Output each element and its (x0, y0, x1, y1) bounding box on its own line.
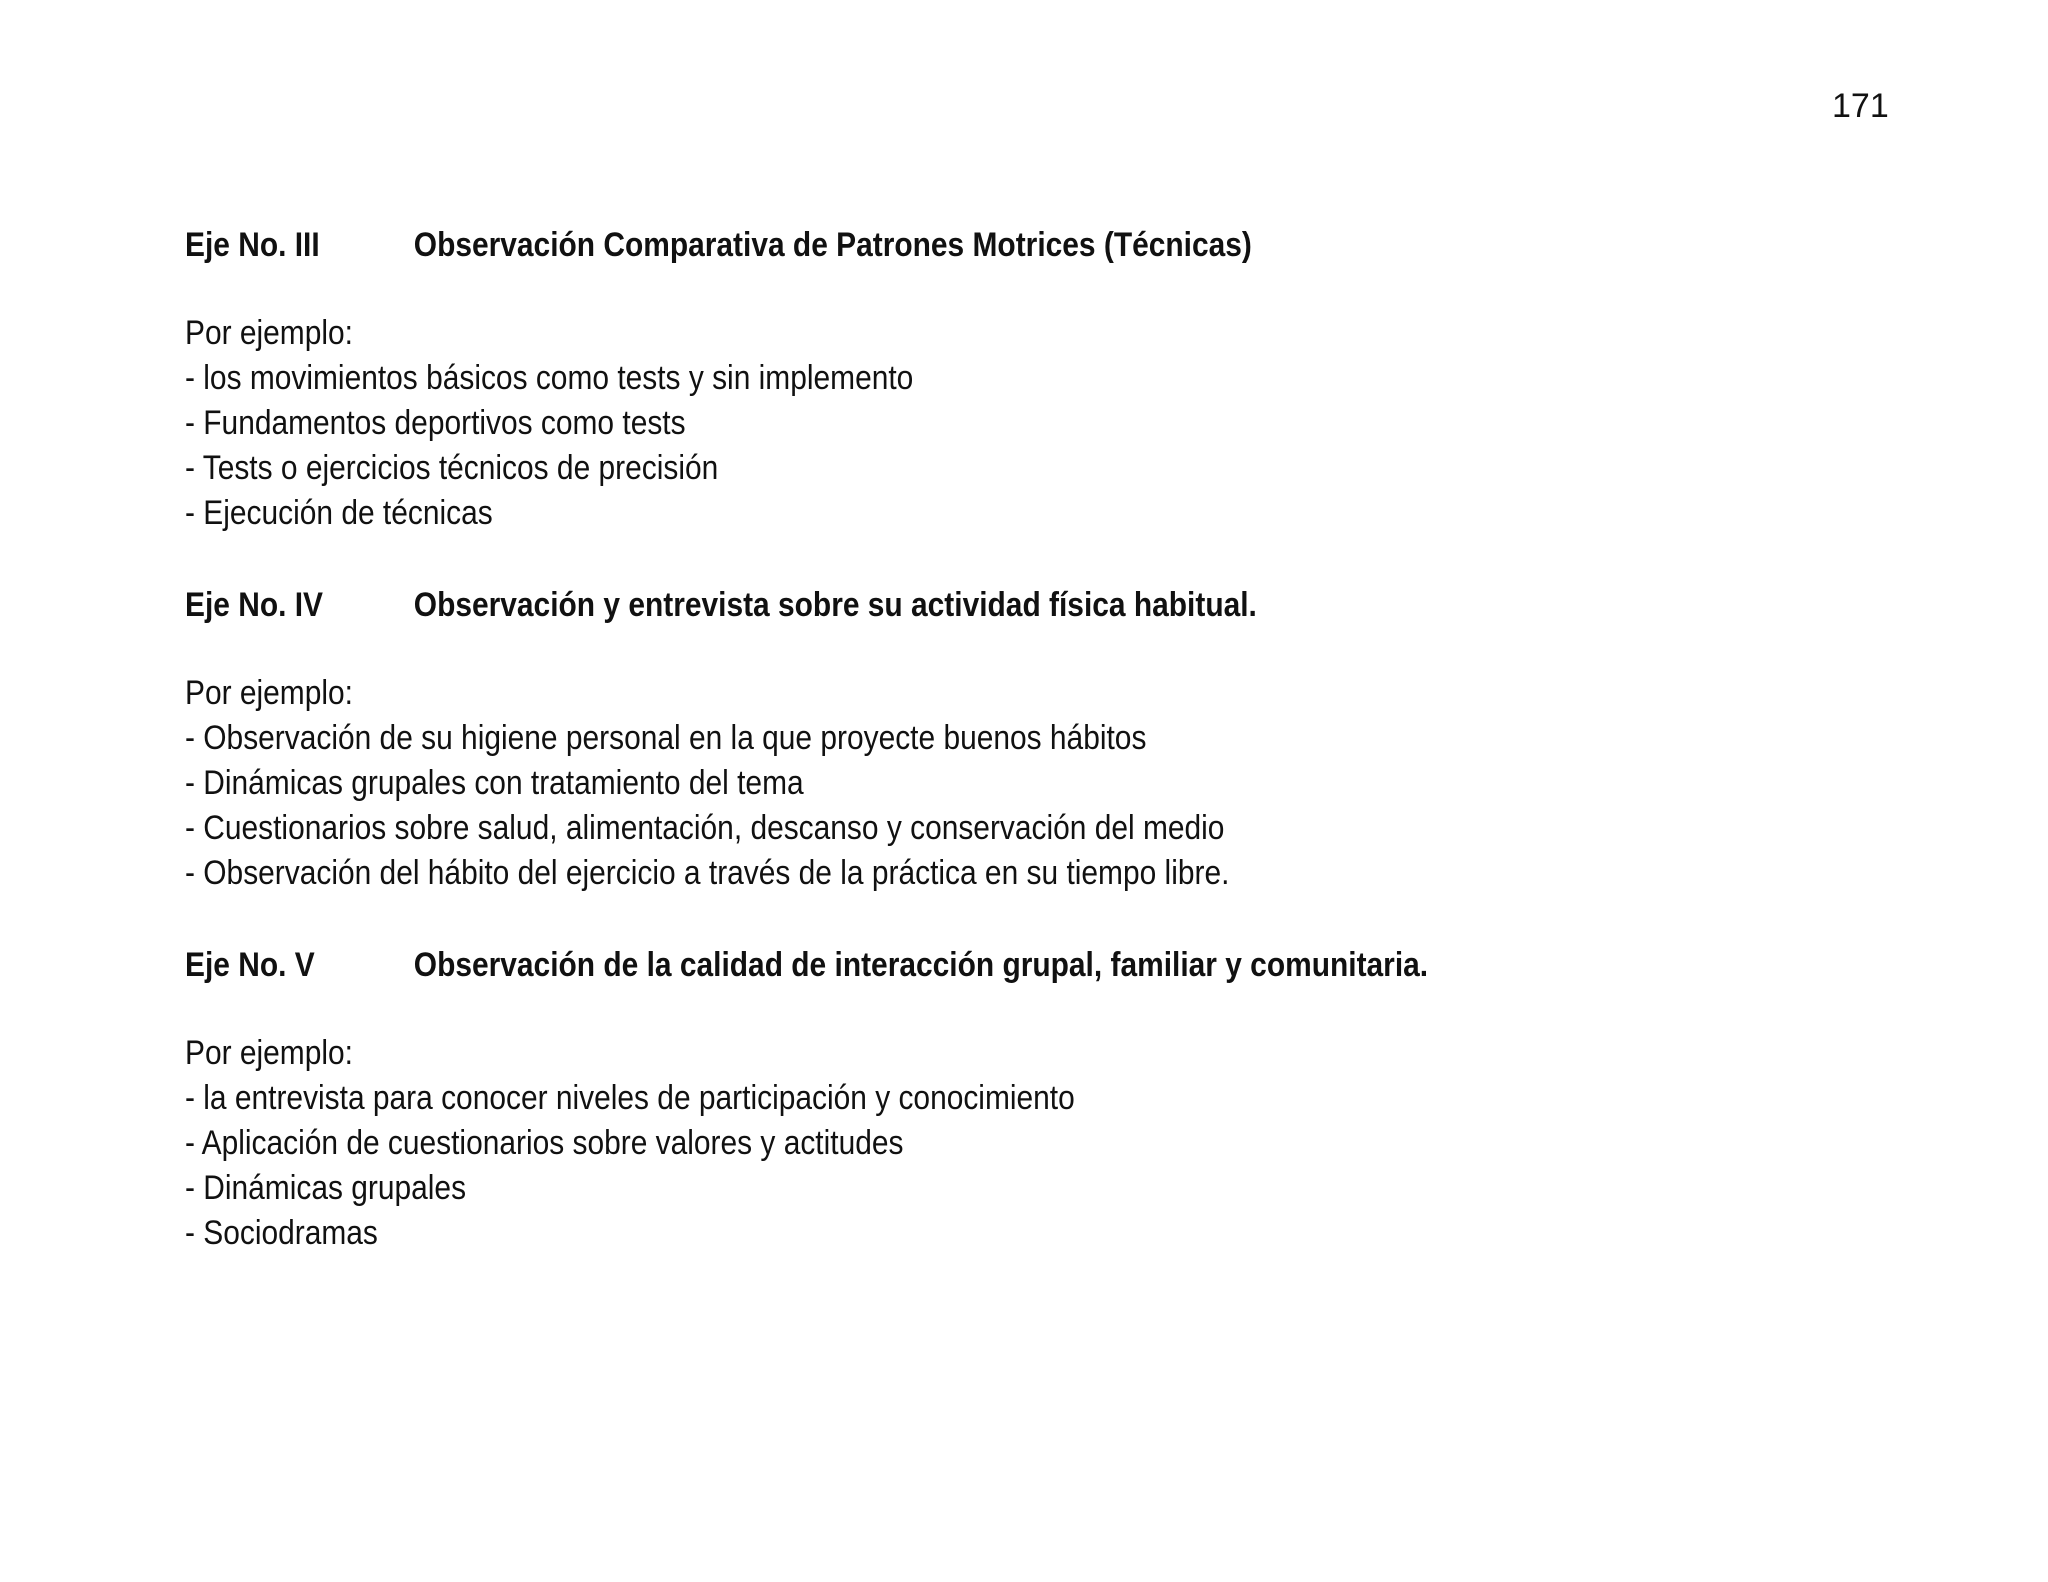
section-code: Eje No. IV (185, 586, 324, 624)
list-item: - Observación de su higiene personal en la que proyecte buenos hábitos (185, 719, 1147, 757)
example-list (185, 1076, 1885, 1256)
page-number: 171 (1832, 87, 1889, 125)
list-item: - Dinámicas grupales con tratamiento del tema (185, 764, 804, 802)
list-item: - Ejecución de técnicas (185, 494, 493, 532)
section-title: Observación Comparativa de Patrones Motrices (Técnicas) (413, 226, 1252, 264)
section-heading (185, 582, 1681, 628)
example-list (185, 356, 1885, 536)
section-eje-iv (185, 582, 1885, 896)
section-heading (185, 942, 1681, 988)
document-body (185, 222, 1885, 1256)
section-heading (185, 222, 1681, 268)
section-eje-iii (185, 222, 1885, 536)
example-list (185, 716, 1885, 896)
list-item: - los movimientos básicos como tests y sin implemento (185, 359, 914, 397)
section-title: Observación y entrevista sobre su actividad física habitual. (413, 586, 1257, 624)
section-code: Eje No. III (185, 226, 320, 264)
list-item: - Aplicación de cuestionarios sobre valores y actitudes (185, 1124, 904, 1162)
section-code: Eje No. V (185, 946, 315, 984)
list-item: - Dinámicas grupales (185, 1169, 467, 1207)
list-item: - la entrevista para conocer niveles de participación y conocimiento (185, 1079, 1075, 1117)
list-item: - Sociodramas (185, 1214, 378, 1252)
list-item: - Observación del hábito del ejercicio a través de la práctica en su tiempo libre. (185, 854, 1230, 892)
section-eje-v (185, 942, 1885, 1256)
section-intro: Por ejemplo: (185, 674, 353, 712)
section-intro: Por ejemplo: (185, 314, 353, 352)
section-intro: Por ejemplo: (185, 1034, 353, 1072)
list-item: - Fundamentos deportivos como tests (185, 404, 686, 442)
list-item: - Cuestionarios sobre salud, alimentación, descanso y conservación del medio (185, 809, 1225, 847)
section-title: Observación de la calidad de interacción grupal, familiar y comunitaria. (413, 946, 1429, 984)
list-item: - Tests o ejercicios técnicos de precisión (185, 449, 719, 487)
